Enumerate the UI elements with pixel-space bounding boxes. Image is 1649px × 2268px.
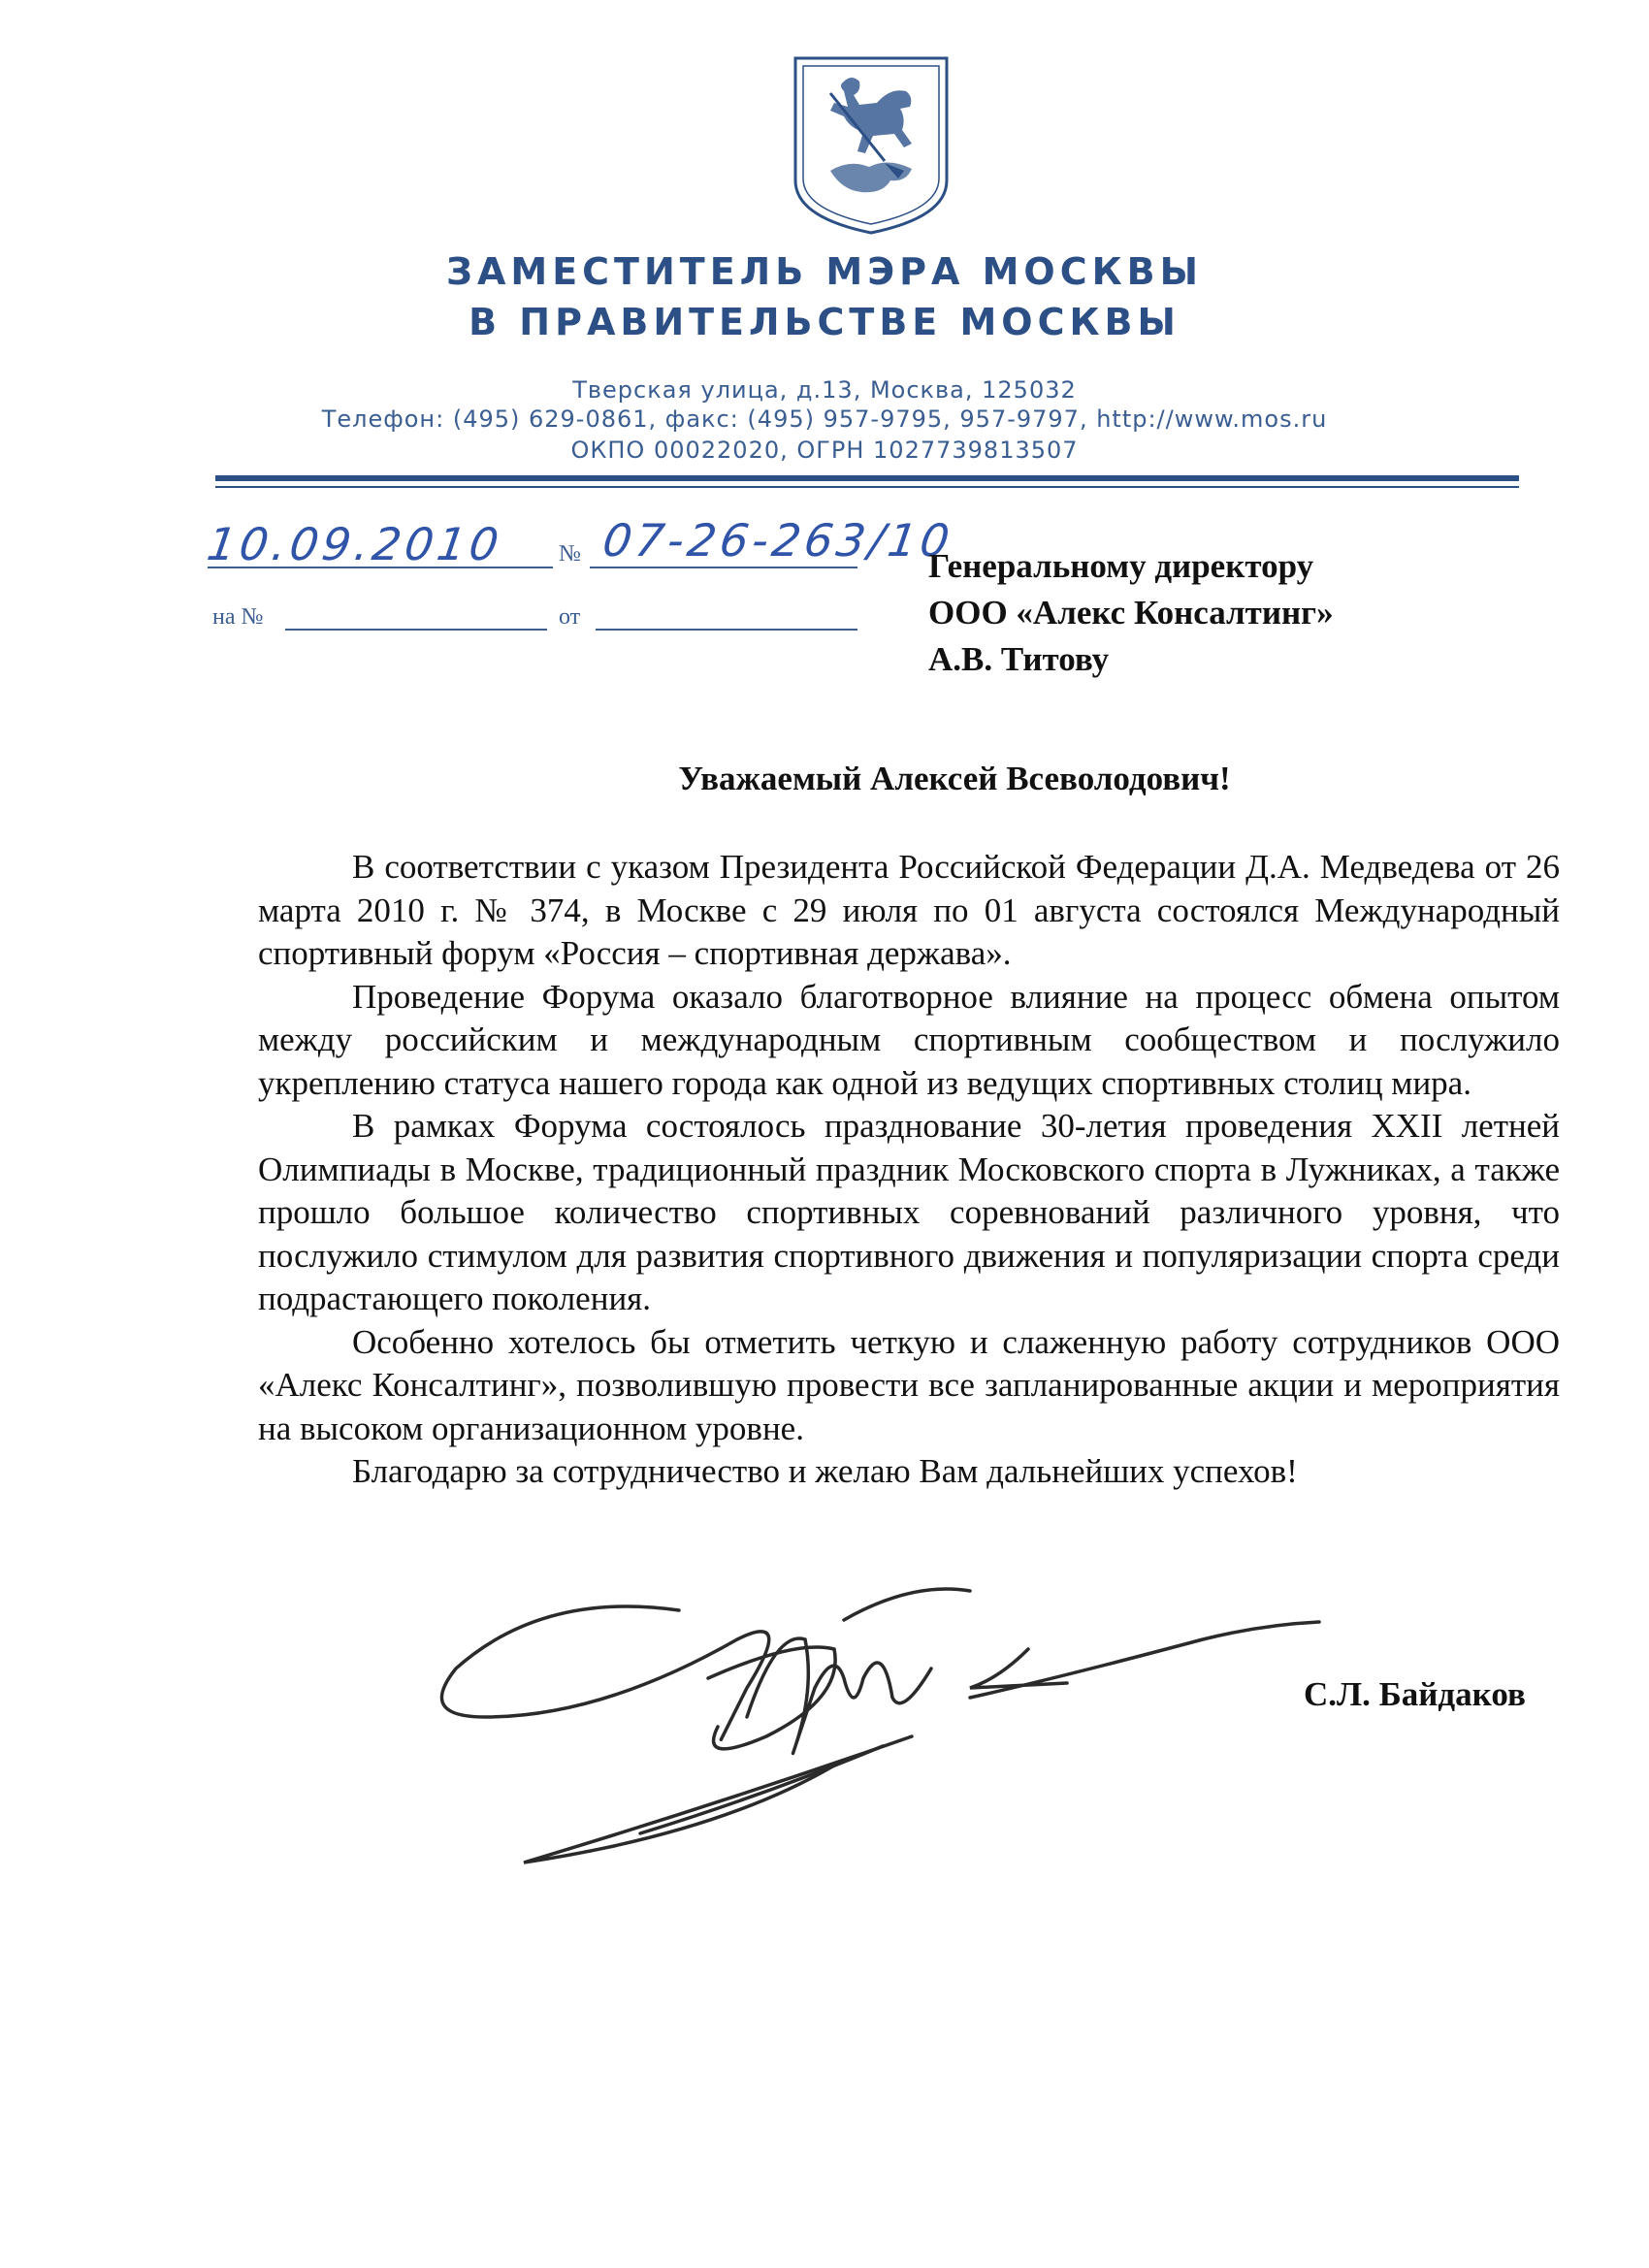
addressee-company: ООО «Алекс Консалтинг» <box>928 594 1334 632</box>
letterhead-divider-thin <box>215 486 1519 488</box>
paragraph: Особенно хотелось бы отметить четкую и слаженную работу сотрудников ООО «Алекс Консалтинг», позволившую провести все запланированные акции и мероприятия на высоком организационном уровне. <box>258 1322 1560 1447</box>
letterhead-address: Тверская улица, д.13, Москва, 125032 <box>572 376 1077 404</box>
addressee-position: Генеральному директору <box>928 547 1314 585</box>
signer-name: С.Л. Байдаков <box>1304 1675 1526 1713</box>
paragraph: В соответствии с указом Президента Российской Федерации Д.А. Медведева от 26 марта 2010 г. № 374, в Москве с 29 июля по 01 августа состоялся Международный спортивный форум «Россия – спортивная держава». <box>258 848 1560 972</box>
handwritten-signature <box>427 1571 1339 1882</box>
registration-number: 07-26-263/10 <box>599 514 956 567</box>
ref-date-underline <box>596 629 857 631</box>
ref-number-label: на № <box>212 604 264 630</box>
registration-date: 10.09.2010 <box>204 518 506 570</box>
number-label: № <box>559 541 581 567</box>
ref-date-label: от <box>559 604 581 630</box>
letterhead-registry: ОКПО 00022020, ОГРН 1027739813507 <box>570 437 1079 464</box>
letterhead-divider-thick <box>215 475 1519 481</box>
date-underline <box>208 567 553 568</box>
letter-body <box>258 846 1560 1494</box>
moscow-coat-of-arms-icon <box>792 54 951 235</box>
number-underline <box>590 567 857 568</box>
paragraph: Благодарю за сотрудничество и желаю Вам дальнейших успехов! <box>352 1452 1298 1490</box>
letterhead-title-line1: ЗАМЕСТИТЕЛЬ МЭРА МОСКВЫ <box>445 250 1204 293</box>
ref-number-underline <box>285 629 547 631</box>
paragraph: Проведение Форума оказало благотворное влияние на процесс обмена опытом между российским и международным спортивным сообществом и послужило укреплению статуса нашего города как одной из ведущих спортивных столиц мира. <box>258 977 1560 1102</box>
addressee-block <box>928 543 1334 683</box>
paragraph: В рамках Форума состоялось празднование 30-летия проведения XXII летней Олимпиады в Москве, традиционный праздник Московского спорта в Лужниках, а также прошло большое количество спортивных соревнований различного уровня, что послужило стимулом для развития спортивного движения и популяризации спорта среди подрастающего поколения. <box>258 1107 1560 1317</box>
greeting: Уважаемый Алексей Всеволодович! <box>678 760 1231 797</box>
addressee-name: А.В. Титову <box>928 640 1110 678</box>
letterhead-title-line2: В ПРАВИТЕЛЬСТВЕ МОСКВЫ <box>469 301 1180 343</box>
letterhead-contacts: Телефон: (495) 629-0861, факс: (495) 957-9795, 957-9797, http://www.mos.ru <box>321 405 1328 433</box>
